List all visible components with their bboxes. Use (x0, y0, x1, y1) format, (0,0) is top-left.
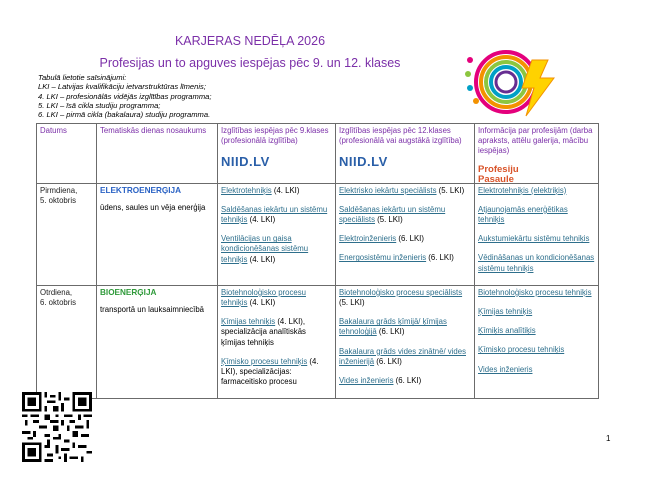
program-note: (4. LKI) (247, 254, 276, 264)
profession-link[interactable]: Ķīmiķis analītiķis (478, 326, 536, 336)
list-item (339, 347, 471, 367)
program-note: (5. LKI) (339, 298, 365, 308)
profession-link[interactable]: Elektrotehniķis (elektriķis) (478, 185, 567, 195)
topic-cell (97, 285, 218, 399)
date-cell (37, 183, 97, 285)
program-link[interactable]: Elektrotehniķis (221, 185, 272, 195)
date-value: 6. oktobris (40, 298, 76, 308)
abbreviations-legend (38, 73, 278, 119)
program-note: (4. LKI) (247, 298, 276, 308)
list-item (478, 186, 595, 196)
program-link[interactable]: Biotehnoloģisko procesu speciālists (339, 287, 463, 297)
list-item (478, 234, 595, 244)
list-item (478, 288, 595, 298)
list-item (478, 345, 595, 355)
profession-link[interactable]: Atjaunojamās enerģētikas tehniķis (478, 204, 568, 225)
program-note: (4. LKI) (247, 215, 276, 225)
list-item (221, 357, 332, 388)
category-label: BIOENERĢIJA (100, 287, 157, 297)
legend-line: LKI – Latvijas kvalifikāciju ietvarstruktūras līmenis; (38, 82, 206, 92)
program-link[interactable]: Saldēšanas iekārtu un sistēmu tehniķis (221, 204, 328, 225)
page-title: KARJERAS NEDĒĻA 2026 (174, 34, 326, 48)
table-row (37, 183, 599, 285)
program-link[interactable]: Ķīmijas tehniķis (221, 317, 276, 327)
profession-link[interactable]: Vides inženieris (478, 364, 533, 374)
header-info-label: Informācija par profesijām (darba apraksts, attēlu galerija, mācību iespējas) (478, 126, 593, 156)
profession-link[interactable]: Ķīmijas tehniķis (478, 307, 533, 317)
list-item (339, 186, 471, 196)
program-link[interactable]: Vides inženieris (339, 376, 394, 386)
program-note: (6. LKI) (374, 356, 402, 366)
list-item (339, 234, 471, 244)
profession-link[interactable]: Biotehnoloģisko procesu tehniķis (478, 287, 592, 297)
legend-line: 4. LKI – profesionālās vidējās izglītības programma; (38, 91, 212, 101)
program-link[interactable]: Bakalaura grāds ķīmijā/ ķīmijas tehnoloģijā (339, 317, 447, 337)
program-link[interactable]: Saldēšanas iekārtu un sistēmu speciālists (339, 204, 446, 225)
table-row (37, 285, 599, 399)
list-item (221, 186, 332, 196)
list-item (478, 307, 595, 317)
profession-link[interactable]: Ķīmisko procesu tehniķis (478, 345, 565, 355)
after-12-cell (336, 285, 475, 399)
header-after-9-label: Izglītības iespējas pēc 9.klases (profesionālā izglītība) (221, 126, 329, 146)
after-12-cell (336, 183, 475, 285)
profession-link[interactable]: Aukstumiekārtu sistēmu tehniķis (478, 234, 590, 244)
program-link[interactable]: Elektrisko iekārtu speciālists (339, 185, 437, 195)
profesiju-pasaule-logo[interactable] (478, 163, 595, 185)
topic-text: ūdens, saules un vēja enerģija (100, 202, 206, 212)
qr-code-icon[interactable] (22, 392, 92, 462)
legend-line: 5. LKI – īsā cikla studiju programma; (38, 100, 161, 110)
category-label: ELEKTROENERĢIJA (100, 185, 181, 195)
list-item (339, 253, 471, 263)
header-after-12-label: Izglītības iespējas pēc 12.klases (profesionālā vai augstākā izglītība) (339, 126, 462, 146)
list-item (339, 376, 471, 386)
date-value: 5. oktobris (40, 195, 76, 205)
program-link[interactable]: Biotehnoloģisko procesu tehniķis (221, 287, 306, 308)
header-topic: Tematiskās dienas nosaukums (97, 124, 218, 184)
legend-line: Tabulā lietotie saīsinājumi: (38, 73, 127, 82)
list-item (339, 317, 471, 337)
pp-logo-line: Profesiju (478, 163, 519, 175)
program-note: (6. LKI) (376, 327, 405, 337)
after-9-cell (218, 183, 336, 285)
date-cell (37, 285, 97, 399)
date-day: Otrdiena, (40, 287, 73, 297)
topic-cell (97, 183, 218, 285)
list-item (339, 205, 471, 225)
list-item (221, 317, 332, 348)
list-item (478, 205, 595, 225)
list-item (221, 234, 332, 265)
program-link[interactable]: Energosistēmu inženieris (339, 253, 427, 263)
program-note: (4. LKI), specializācijas: farmaceitisko procesu (221, 356, 319, 387)
info-cell (475, 285, 599, 399)
list-item (339, 288, 471, 308)
program-note: (4. LKI), specializācija analītiskās ķīmijas tehniķis (221, 317, 306, 347)
program-note: (4. LKI) (271, 185, 300, 195)
list-item (221, 288, 332, 308)
after-9-cell (218, 285, 336, 399)
list-item (221, 205, 332, 225)
program-link[interactable]: Ventilācijas un gaisa kondicionēšanas sistēmu tehniķis (221, 234, 309, 264)
program-link[interactable]: Elektroinženieris (339, 234, 397, 244)
header-info (475, 124, 599, 184)
profession-link[interactable]: Vēdināšanas un kondicionēšanas sistēmu tehniķis (478, 253, 595, 273)
list-item (478, 253, 595, 273)
program-link[interactable]: Ķīmisko procesu tehniķis (221, 356, 308, 366)
program-link[interactable]: Bakalaura grāds vides zinātnē/ vides inženierijā (339, 346, 466, 366)
page-subtitle: Profesijas un to apguves iespējas pēc 9. un 12. klases (99, 56, 401, 70)
date-day: Pirmdiena, (40, 185, 78, 195)
program-note: (5. LKI) (374, 215, 403, 225)
niid-logo[interactable]: NIID.LV (339, 154, 388, 170)
program-note: (6. LKI) (426, 253, 454, 263)
table-header-row (37, 124, 599, 184)
page-number: 1 (606, 434, 611, 443)
legend-line: 6. LKI – pirmā cikla (bakalaura) studiju programma. (38, 110, 211, 120)
info-cell (475, 183, 599, 285)
program-note: (6. LKI) (393, 376, 422, 386)
niid-logo[interactable]: NIID.LV (221, 154, 270, 170)
list-item (478, 365, 595, 375)
career-week-logo-icon (462, 46, 562, 124)
list-item (478, 326, 595, 336)
program-note: (6. LKI) (396, 234, 424, 244)
program-note: (5. LKI) (436, 185, 465, 195)
careers-table (36, 123, 599, 399)
header-after-9 (218, 124, 336, 184)
pp-logo-line: Pasaule (478, 173, 514, 185)
header-date: Datums (37, 124, 97, 184)
header-after-12 (336, 124, 475, 184)
topic-text: transportā un lauksaimniecībā (100, 305, 205, 315)
